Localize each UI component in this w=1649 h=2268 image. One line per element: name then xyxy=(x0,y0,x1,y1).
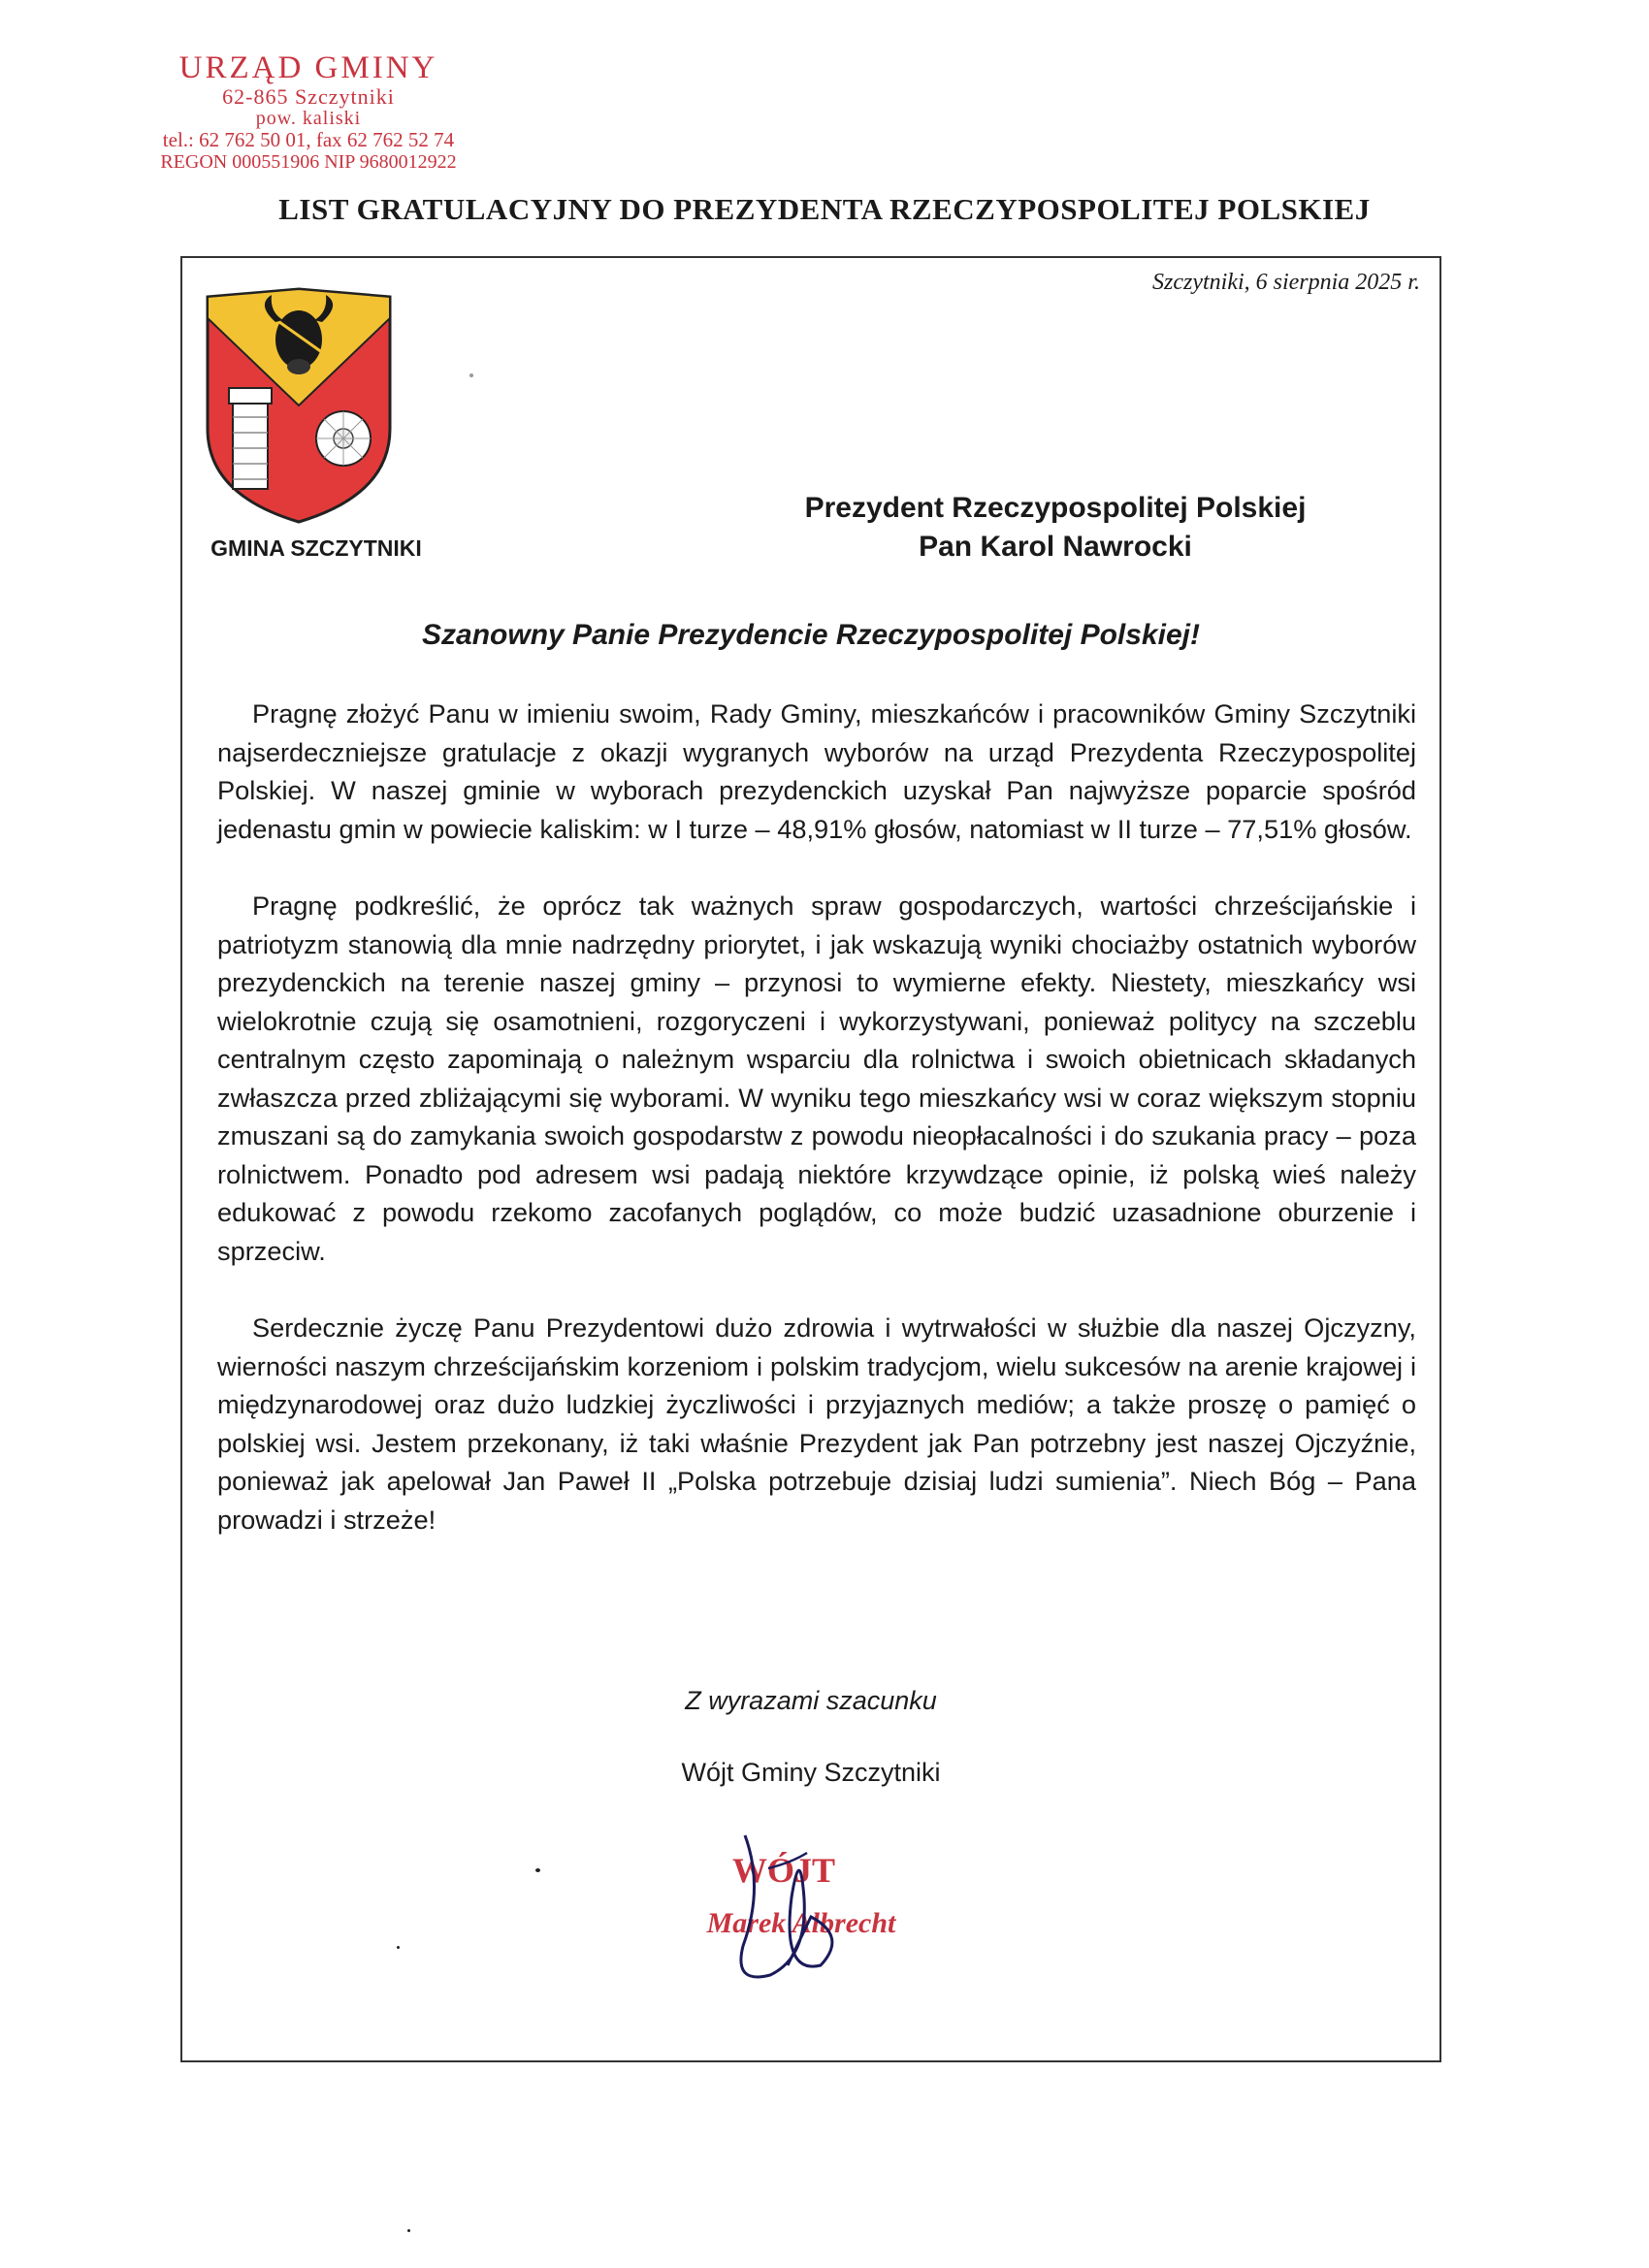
recipient-name: Pan Karol Nawrocki xyxy=(919,531,1192,563)
salutation: Szanowny Panie Prezydencie Rzeczypospolitej Polskiej! xyxy=(422,619,1200,651)
office-stamp xyxy=(124,50,493,173)
stamp-phone-fax: tel.: 62 762 50 01, fax 62 762 52 74 xyxy=(162,128,455,151)
gmina-label: GMINA SZCZYTNIKI xyxy=(210,535,422,561)
recipient-block xyxy=(784,489,1327,567)
scan-speck xyxy=(397,1946,400,1949)
scan-speck xyxy=(469,373,473,377)
signature-stamp-icon xyxy=(675,1830,927,1994)
letter-date: Szczytniki, 6 sierpnia 2025 r. xyxy=(1152,270,1420,295)
paragraph-1: Pragnę złożyć Panu w imieniu swoim, Rady Gminy, mieszkańców i pracowników Gminy Szczytniki najserdeczniejsze gratulacje z okazji wygranych wyborów na urząd Prezydenta Rzeczypospolitej Polskiej. W naszej gminie w wyborach prezydenckich uzyskał Pan najwyższe poparcie spośród jedenastu gmin w powiecie kaliskim: w I turze – 48,91% głosów, natomiast w II turze – 77,51% głosów. xyxy=(217,698,1416,844)
stamp-county: pow. kaliski xyxy=(255,108,362,129)
author-title: Wójt Gminy Szczytniki xyxy=(681,1758,941,1787)
closing-phrase: Z wyrazami szacunku xyxy=(685,1686,937,1715)
letter-body xyxy=(217,695,1416,1577)
scan-speck xyxy=(535,1868,540,1872)
document-title: LIST GRATULACYJNY DO PREZYDENTA RZECZYPOSPOLITEJ POLSKIEJ xyxy=(278,192,1371,226)
signature-stamp-title: WÓJT xyxy=(731,1851,836,1890)
recipient-title: Prezydent Rzeczypospolitej Polskiej xyxy=(804,492,1307,524)
paragraph-2: Pragnę podkreślić, że oprócz tak ważnych spraw gospodarczych, wartości chrześcijańskie i patriotyzm stanowią dla mnie nadrzędny priorytet, i jak wskazują wyniki chociażby ostatnich wyborów prezydenckich na terenie naszej gminy – przynosi to wymierne efekty. Niestety, mieszkańcy wsi wielokrotnie czują się osamotnieni, rozgoryczeni i wykorzystywani, ponieważ politycy na szczeblu centralnym często zapominają o należnym wsparciu dla rolnictwa i swoich obietnicach składanych zwłaszcza przed zbliżającymi się wyborami. W wyniku tego mieszkańcy wsi w coraz większym stopniu zmuszani są do zamykania swoich gospodarstw z powodu nieopłacalności i do szukania pracy – poza rolnictwem. Ponadto pod adresem wsi padają niektóre krzywdzące opinie, iż polską wieś należy edukować z powodu rzekomo zacofanych poglądów, co może budzić uzasadnione oburzenie i sprzeciw. xyxy=(217,891,1416,1266)
stamp-office-name: URZĄD GMINY xyxy=(178,50,438,85)
signature-stamp-name: Marek Albrecht xyxy=(706,1907,896,1939)
scan-speck xyxy=(407,2229,410,2232)
paragraph-3: Serdecznie życzę Panu Prezydentowi dużo zdrowia i wytrwałości w służbie dla naszej Ojczyzny, wierności naszym chrześcijańskim korzeniom i polskim tradycjom, wielu sukcesów na arenie krajowej i międzynarodowej oraz dużo ludzkiej życzliwości i przyjaznych mediów; a także proszę o pamięć o polskiej wsi. Jestem przekonany, iż taki właśnie Prezydent jak Pan potrzebny jest naszej Ojczyźnie, ponieważ jak apelował Jan Paweł II „Polska potrzebuje dzisiaj ludzi sumienia”. Niech Bóg – Pana prowadzi i strzeże! xyxy=(217,1312,1416,1535)
letter-frame xyxy=(180,256,1441,2062)
stamp-postal-address: 62-865 Szczytniki xyxy=(222,84,395,109)
coat-of-arms-icon xyxy=(202,283,396,526)
stamp-regon-nip: REGON 000551906 NIP 9680012922 xyxy=(160,151,457,173)
